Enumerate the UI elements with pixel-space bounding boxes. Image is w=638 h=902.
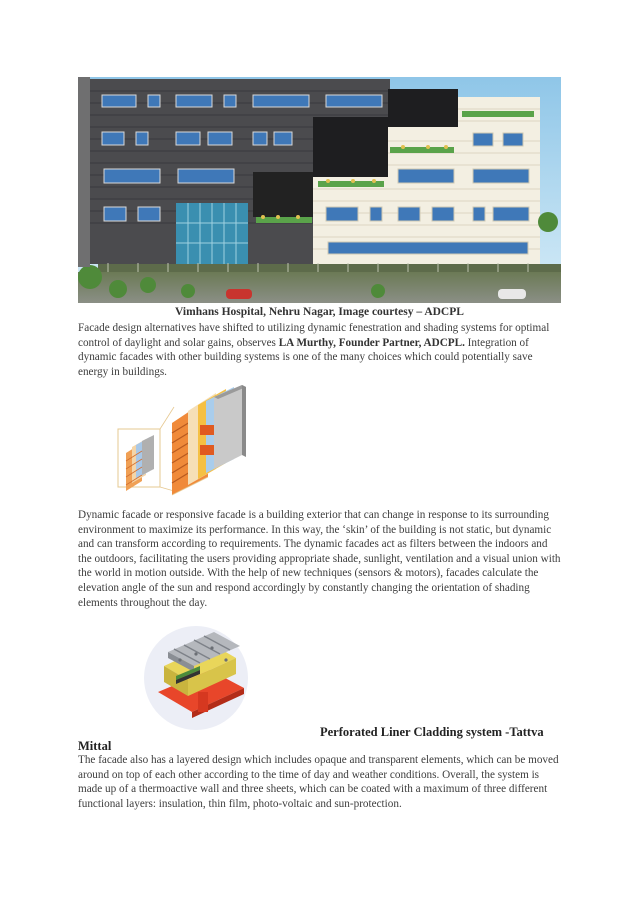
paragraph-intro-text: Facade design alternatives have shifted to utilizing dynamic fenestration and shading systems for optimal control of daylight and solar gains, observes (78, 322, 550, 349)
cladding-system-illustration (140, 622, 255, 730)
hospital-photo (78, 77, 561, 303)
cladding-caption-line1: Perforated Liner Cladding system -Tattva (320, 725, 544, 739)
facade-layers-illustration (112, 385, 250, 497)
quoted-person: LA Murthy, Founder Partner, ADCPL. (278, 336, 465, 349)
figure-caption: Vimhans Hospital, Nehru Nagar, Image courtesy – ADCPL (175, 306, 464, 318)
paragraph-intro-text-end: Integration of dynamic facades with other building systems is one of the many choices which could potentially save energy in buildings. (78, 336, 533, 378)
cladding-caption-line2: Mittal (78, 739, 112, 753)
paragraph-layered-design: The facade also has a layered design which includes opaque and transparent elements, which can be moved around on top of each other according to the time of day and weather conditions. Overall, the system is made up of a thermoactive wall and three sheets, which can be coated with a maximum of three different functional layers: insulation, thin film, photo-voltaic and sun-protection. (78, 754, 559, 810)
paragraph-intro (78, 321, 562, 379)
paragraph-dynamic-facade: Dynamic facade or responsive facade is a building exterior that can change in response to its surrounding environment to maximize its performance. In this way, the ‘skin’ of the building is not static, but dynamic and can transform according to requirements. The dynamic facades act as filters between the indoors and the outdoors, facilitating the users providing appropriate shade, sunlight, ventilation and a visual union with the world in motion outside. With the help of new techniques (sensors & motors), facades calculate the elevation angle of the sun and respond accordingly by constantly changing the orientation of shading elements throughout the day. (78, 509, 561, 609)
